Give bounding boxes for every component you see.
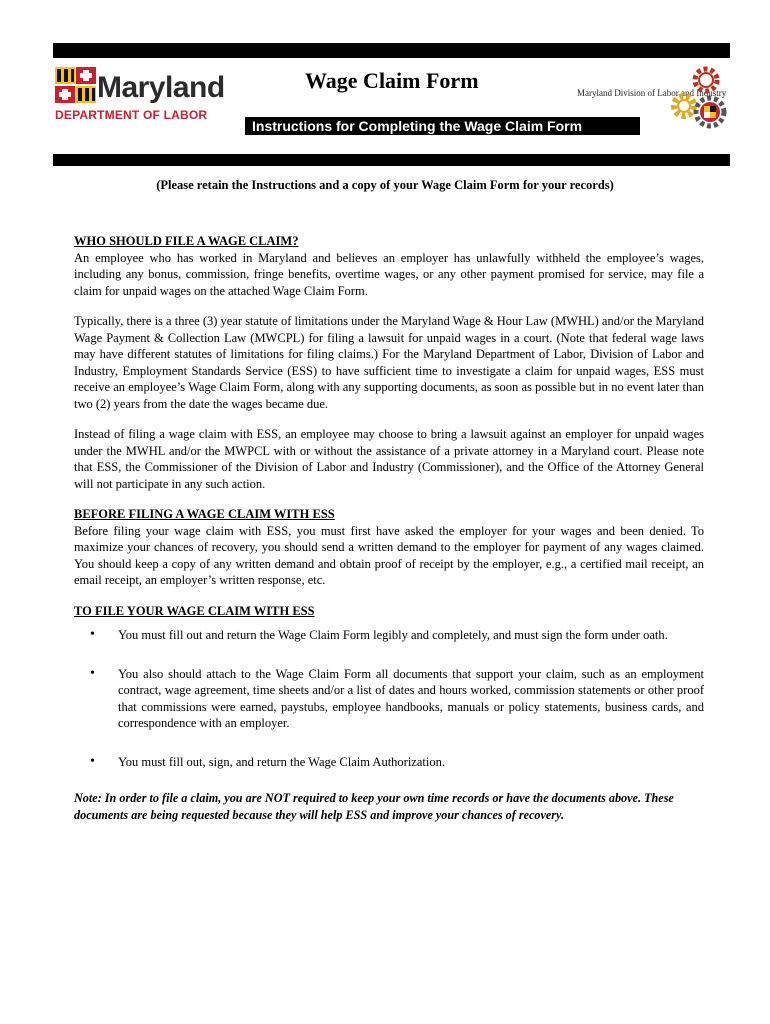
instructions-banner: Instructions for Completing the Wage Claim Form	[245, 117, 640, 135]
paragraph: Typically, there is a three (3) year statute of limitations under the Maryland Wage & Hour Law (MWHL) and/or the Maryland Wage Payment & Collection Law (MWCPL) for filing a lawsuit for unpaid wages in a court. (Note that federal wage laws may have different statutes of limitations for filing claims.) For the Maryland Department of Labor, Division of Labor and Industry, Employment Standards Service (ESS) to have sufficient time to investigate a claim for unpaid wages, ESS must receive an employee’s Wage Claim Form, along with any supporting documents, as soon as possible but in no event later than two (2) years from the date the wages became due.	[74, 314, 704, 411]
paragraph: Instead of filing a wage claim with ESS, an employee may choose to bring a lawsuit against an employer for unpaid wages under the MWHL and/or the MWPCL with or without the assistance of a private attorney in a Maryland court. Please note that ESS, the Commissioner of the Division of Labor and Industry (Commissioner), and the Office of the Attorney General will not participate in any such action.	[74, 427, 704, 491]
gears-icon	[670, 64, 730, 132]
dli-logo	[575, 64, 735, 132]
list-item: • You must fill out, sign, and return the Wage Claim Authorization.	[90, 753, 445, 769]
paragraph: Before filing your wage claim with ESS, you must first have asked the employer for your wages and been denied. To maximize your chances of recovery, you should send a written demand to the employer for payment of any wages claimed. You should keep a copy of any written demand and obtain proof of receipt by the employer, e.g., a certified mail receipt, an email receipt, an employer’s written response, etc.	[74, 523, 704, 587]
maryland-flag-icon	[55, 67, 97, 103]
section-heading-tofile: TO FILE YOUR WAGE CLAIM WITH ESS	[74, 603, 315, 618]
list-item: • You also should attach to the Wage Claim Form all documents that support your claim, such as an employment contract, wage agreement, time sheets and/or a list of dates and hours worked, commission statements or other proof that commissions were earned, paystubs, employee handbooks, manuals or policy statements, business cards, and correspondence with an employer.	[90, 665, 704, 730]
section-heading-who: WHO SHOULD FILE A WAGE CLAIM?	[74, 234, 299, 248]
paragraph: An employee who has worked in Maryland and believes an employer has unlawfully withheld the employee’s wages, including any bonus, commission, fringe benefits, overtime wages, or any other payment promised for service, may file a claim for unpaid wages on the attached Wage Claim Form.	[74, 250, 704, 298]
retain-note: (Please retain the Instructions and a copy of your Wage Claim Form for your records)	[156, 178, 614, 192]
top-rule	[53, 43, 730, 58]
bullet-icon: •	[90, 753, 95, 769]
bullet-icon: •	[90, 665, 95, 681]
dli-logo-text: Maryland Division of Labor and Industry	[577, 88, 727, 98]
maryland-dol-logo	[55, 67, 255, 127]
instructions-body	[74, 233, 704, 823]
bullet-icon: •	[90, 627, 95, 642]
note: Note: In order to file a claim, you are NOT required to keep your own time records or have the documents above. These documents are being requested because they will help ESS and improve your chances of recovery.	[74, 791, 674, 822]
page-title: Wage Claim Form	[305, 68, 479, 93]
logo-wordmark: Maryland	[97, 71, 225, 104]
section-heading-before: BEFORE FILING A WAGE CLAIM WITH ESS	[74, 507, 335, 521]
list-item: • You must fill out and return the Wage Claim Form legibly and completely, and must sign the form under oath.	[90, 627, 668, 642]
header-rule	[53, 154, 730, 166]
logo-subtitle: DEPARTMENT OF LABOR	[55, 108, 208, 122]
file-requirements-list	[74, 627, 704, 770]
